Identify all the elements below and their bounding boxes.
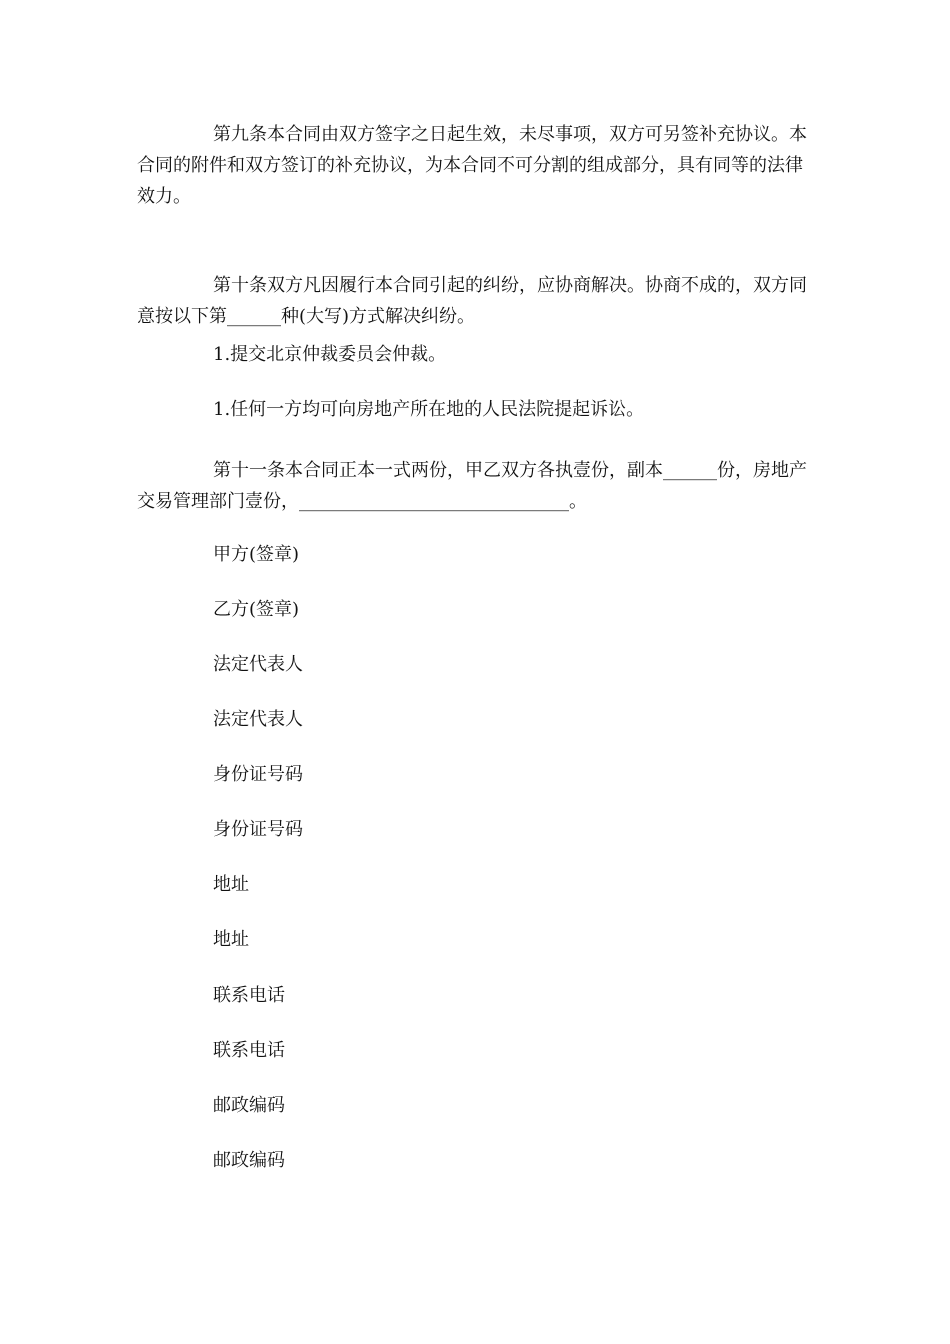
address-label: 地址 (213, 874, 249, 895)
legal-representative-label: 法定代表人 (213, 654, 303, 675)
party-b-signature-label: 乙方(签章) (213, 599, 300, 620)
article-11-paragraph: 第十一条本合同正本一式两份，甲乙双方各执壹份，副本______份，房地产交易管理部门壹份，______________________________。 (137, 460, 807, 512)
legal-representative-label: 法定代表人 (213, 709, 303, 730)
dispute-option-litigation: 1.任何一方均可向房地产所在地的人民法院提起诉讼。 (213, 399, 645, 420)
phone-label: 联系电话 (213, 1040, 285, 1061)
postal-code-label: 邮政编码 (213, 1150, 285, 1171)
article-9-paragraph: 第九条本合同由双方签字之日起生效，未尽事项，双方可另签补充协议。本合同的附件和双方签订的补充协议，为本合同不可分割的组成部分，具有同等的法律效力。 (137, 124, 807, 207)
id-number-label: 身份证号码 (213, 819, 303, 840)
dispute-option-arbitration: 1.提交北京仲裁委员会仲裁。 (213, 344, 447, 365)
party-a-signature-label: 甲方(签章) (213, 544, 300, 565)
address-label: 地址 (213, 929, 249, 950)
article-10-paragraph: 第十条双方凡因履行本合同引起的纠纷，应协商解决。协商不成的，双方同意按以下第______种(大写)方式解决纠纷。 (137, 275, 807, 327)
postal-code-label: 邮政编码 (213, 1095, 285, 1116)
phone-label: 联系电话 (213, 985, 285, 1006)
id-number-label: 身份证号码 (213, 764, 303, 785)
